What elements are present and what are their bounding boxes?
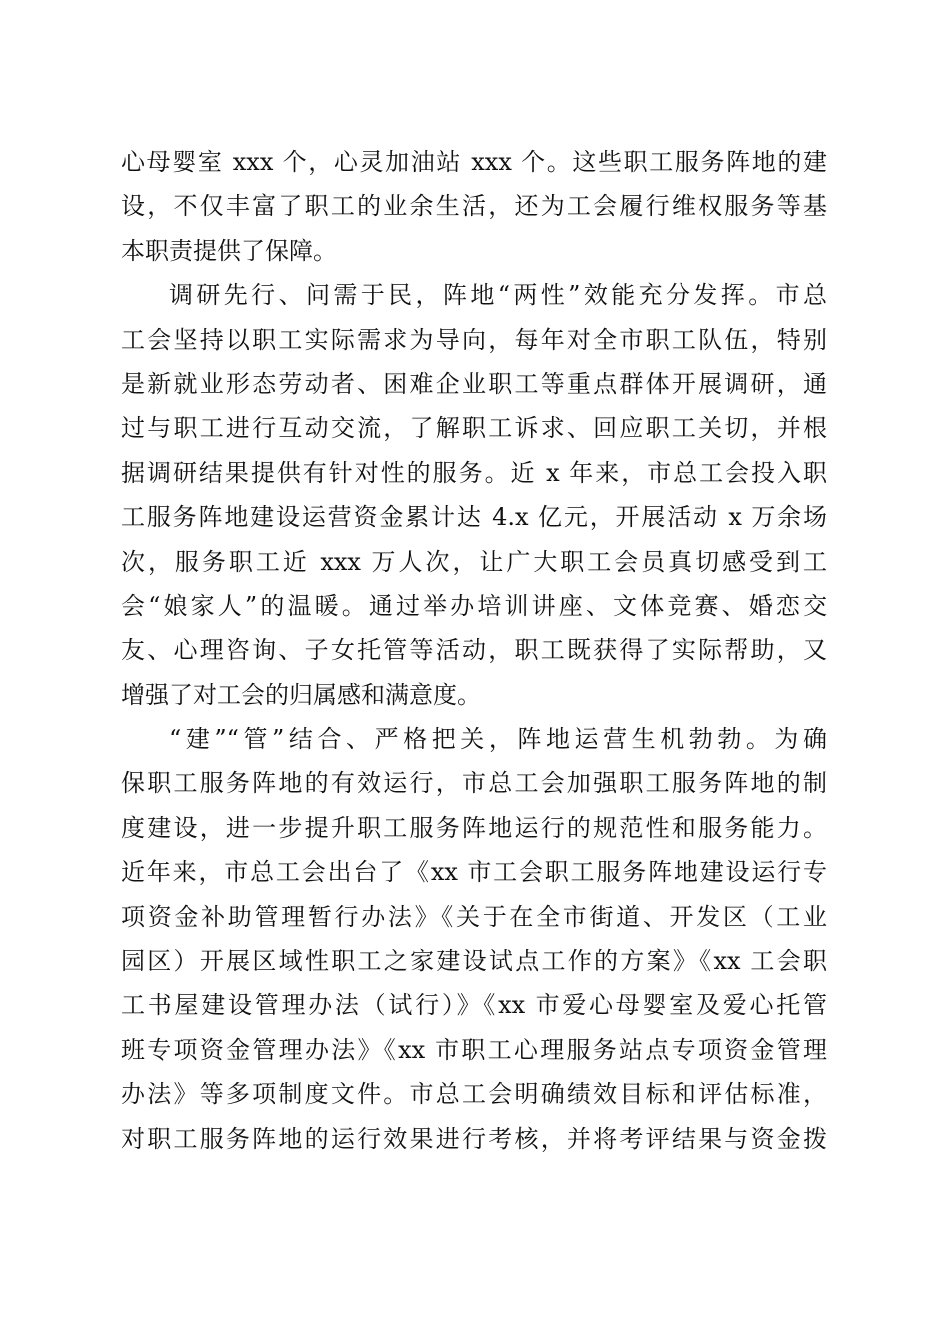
text-line: 班专项资金管理办法》《xx 市职工心理服务站点专项资金管理 — [121, 1035, 827, 1064]
text-line: 次，服务职工近 xxx 万人次，让广大职工会员真切感受到工 — [121, 547, 827, 576]
paragraph-end-line: 本职责提供了保障。 — [121, 236, 337, 265]
text-line: 工书屋建设管理办法（试行）》《xx 市爱心母婴室及爱心托管 — [121, 991, 827, 1020]
text-line: 据调研结果提供有针对性的服务。近 x 年来，市总工会投入职 — [121, 458, 827, 487]
text-line: 对职工服务阵地的运行效果进行考核，并将考评结果与资金拨 — [121, 1124, 827, 1153]
text-line: 近年来，市总工会出台了《xx 市工会职工服务阵地建设运行专 — [121, 858, 827, 887]
text-line: 是新就业形态劳动者、困难企业职工等重点群体开展调研，通 — [121, 369, 827, 398]
paragraph-end-line: 增强了对工会的归属感和满意度。 — [121, 680, 481, 709]
paragraph-heading-line: “建”“管”结合、严格把关，阵地运营生机勃勃。为确 — [169, 725, 827, 754]
text-line: 工服务阵地建设运营资金累计达 4.x 亿元，开展活动 x 万余场 — [121, 503, 827, 532]
text-line: 度建设，进一步提升职工服务阵地运行的规范性和服务能力。 — [121, 813, 827, 842]
text-line: 心母婴室 xxx 个，心灵加油站 xxx 个。这些职工服务阵地的建 — [121, 148, 827, 176]
text-line: 设，不仅丰富了职工的业余生活，还为工会履行维权服务等基 — [121, 192, 827, 221]
text-line: 保职工服务阵地的有效运行，市总工会加强职工服务阵地的制 — [121, 769, 827, 798]
text-line: 友、心理咨询、子女托管等活动，职工既获得了实际帮助，又 — [121, 636, 827, 665]
text-line: 工会坚持以职工实际需求为导向，每年对全市职工队伍，特别 — [121, 325, 827, 354]
text-line: 园区）开展区域性职工之家建设试点工作的方案》《xx 工会职 — [121, 947, 827, 976]
text-line: 过与职工进行互动交流，了解职工诉求、回应职工关切，并根 — [121, 414, 827, 443]
body-text — [121, 140, 827, 1161]
paragraph-heading-line: 调研先行、问需于民，阵地“两性”效能充分发挥。市总 — [169, 281, 827, 310]
text-line: 办法》等多项制度文件。市总工会明确绩效目标和评估标准， — [121, 1080, 827, 1109]
text-line: 会“娘家人”的温暖。通过举办培训讲座、文体竞赛、婚恋交 — [121, 591, 827, 620]
text-line: 项资金补助管理暂行办法》《关于在全市街道、开发区（工业 — [121, 902, 827, 931]
